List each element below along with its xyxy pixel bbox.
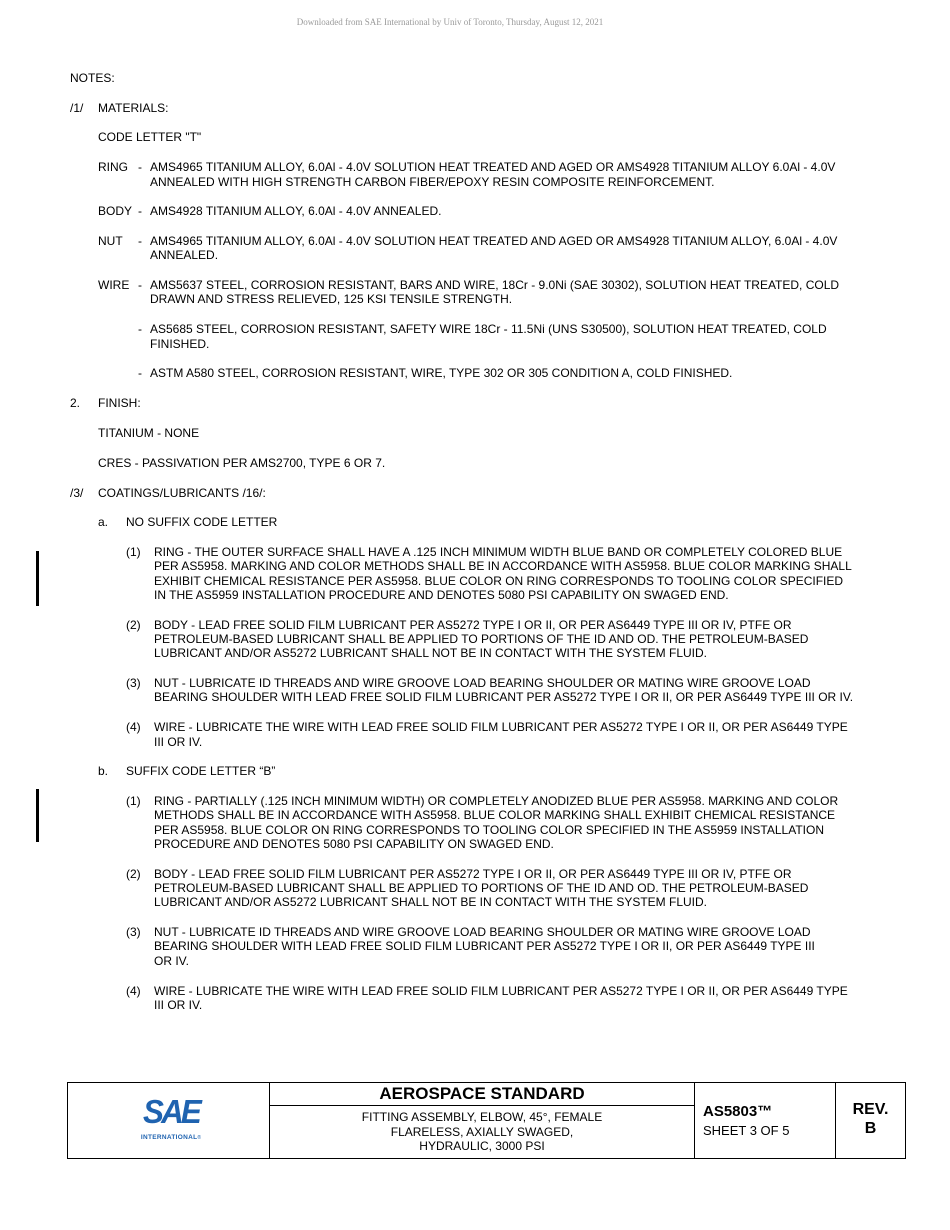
coatings-heading: COATINGS/LUBRICANTS /16/: — [98, 486, 266, 500]
sae-logo-wordmark: SAE — [143, 1093, 199, 1130]
ring-material-line-2: ANNEALED WITH HIGH STRENGTH CARBON FIBER/EPOXY RESIN COMPOSITE REINFORCEMENT. — [150, 175, 715, 189]
item-b1-line-1: RING - PARTIALLY (.125 INCH MINIMUM WIDTH) OR COMPLETELY ANODIZED BLUE PER AS5958. MARKING AND COLOR — [154, 794, 839, 808]
sae-logo-subtitle: INTERNATIONAL — [140, 1134, 198, 1141]
revision-cell — [835, 1083, 905, 1158]
item-a2-number: (2) — [126, 618, 141, 632]
item-a4-line-2: III OR IV. — [154, 735, 203, 749]
ring-label: RING — [98, 160, 128, 174]
revision-value: B — [864, 1120, 877, 1137]
item-a1-line-4: IN THE AS5959 INSTALLATION PROCEDURE AND DENOTES 5080 PSI CAPABILITY ON SWAGED END. — [154, 588, 729, 602]
wire-material-3-line-1: ASTM A580 STEEL, CORROSION RESISTANT, WIRE, TYPE 302 OR 305 CONDITION A, COLD FINISHED. — [150, 366, 733, 380]
document-description — [270, 1110, 694, 1154]
wire-dash-2: - — [138, 322, 142, 336]
revision-label: REV. — [852, 1101, 889, 1118]
item-b1-line-2: METHODS SHALL BE IN ACCORDANCE WITH AS5958. BLUE COLOR MARKING SHALL EXHIBIT CHEMICAL RESISTANCE — [154, 808, 836, 822]
item-a1-line-2: PER AS5958. MARKING AND COLOR METHODS SHALL BE IN ACCORDANCE WITH AS5958. BLUE COLOR MARKING SHALL — [154, 559, 852, 573]
item-b-heading: SUFFIX CODE LETTER “B” — [126, 764, 276, 778]
note-3-number: /3/ — [70, 486, 84, 500]
title-block — [67, 1082, 906, 1159]
registered-mark: ® — [197, 1135, 202, 1141]
description-line-1: FITTING ASSEMBLY, ELBOW, 45°, FEMALE — [361, 1110, 603, 1124]
finish-heading: FINISH: — [98, 396, 141, 410]
ring-material-line-1: AMS4965 TITANIUM ALLOY, 6.0Al - 4.0V SOLUTION HEAT TREATED AND AGED OR AMS4928 TITANIUM ALLOY 6.0Al - 4.0V — [150, 160, 836, 174]
body-material-line-1: AMS4928 TITANIUM ALLOY, 6.0Al - 4.0V ANNEALED. — [150, 204, 442, 218]
item-b3-line-3: OR IV. — [154, 954, 189, 968]
description-line-2: FLARELESS, AXIALLY SWAGED, — [390, 1124, 574, 1139]
sae-logo — [136, 1093, 206, 1141]
wire-material-2-line-2: FINISHED. — [150, 337, 210, 351]
item-b-label: b. — [98, 764, 109, 778]
notes-heading: NOTES: — [70, 71, 115, 85]
item-b4-number: (4) — [126, 984, 141, 998]
document-number: AS5803™ — [703, 1103, 773, 1120]
item-b3-number: (3) — [126, 925, 141, 939]
item-a2-line-3: LUBRICANT AND/OR AS5272 LUBRICANT SHALL NOT BE IN CONTACT WITH THE SYSTEM FLUID. — [154, 646, 708, 660]
item-a4-line-1: WIRE - LUBRICATE THE WIRE WITH LEAD FREE SOLID FILM LUBRICANT PER AS5272 TYPE I OR II, OR PER AS6449 TYPE — [154, 720, 848, 734]
wire-label: WIRE — [98, 278, 130, 292]
item-a3-number: (3) — [126, 676, 141, 690]
nut-material-line-2: ANNEALED. — [150, 248, 219, 262]
item-a-heading: NO SUFFIX CODE LETTER — [126, 515, 278, 529]
description-line-3: HYDRAULIC, 3000 PSI — [419, 1139, 545, 1153]
wire-dash-1: - — [138, 278, 142, 292]
document-type-title: AEROSPACE STANDARD — [270, 1083, 694, 1106]
code-letter-t: CODE LETTER "T" — [98, 130, 202, 144]
document-number-cell — [694, 1083, 835, 1158]
wire-material-2-line-1: AS5685 STEEL, CORROSION RESISTANT, SAFETY WIRE 18Cr - 11.5Ni (UNS S30500), SOLUTION HEAT TREATED, COLD — [150, 322, 827, 336]
item-b4-line-2: III OR IV. — [154, 998, 203, 1012]
revision-change-bar — [36, 551, 39, 606]
item-b2-line-2: PETROLEUM-BASED LUBRICANT SHALL BE APPLIED TO PORTIONS OF THE ID AND OD. THE PETROLEUM-BASED — [154, 881, 809, 895]
body-label: BODY — [98, 204, 133, 218]
item-a1-line-3: EXHIBIT CHEMICAL RESISTANCE PER AS5958. BLUE COLOR ON RING CORRESPONDS TO TOOLING COLOR SPECIFIED — [154, 574, 844, 588]
wire-dash-3: - — [138, 366, 142, 380]
item-b1-line-3: PER AS5958. BLUE COLOR ON RING CORRESPONDS TO TOOLING COLOR SPECIFIED IN THE AS5959 INSTALLATION — [154, 823, 824, 837]
revision-change-bar — [36, 789, 39, 842]
item-b3-line-2: BEARING SHOULDER WITH LEAD FREE SOLID FILM LUBRICANT PER AS5272 TYPE I OR II, OR PER AS6449 TYPE III — [154, 939, 815, 953]
item-b2-number: (2) — [126, 867, 141, 881]
download-watermark: Downloaded from SAE International by Univ of Toronto, Thursday, August 12, 2021 — [296, 17, 604, 27]
item-a1-number: (1) — [126, 545, 141, 559]
item-a3-line-2: BEARING SHOULDER WITH LEAD FREE SOLID FILM LUBRICANT PER AS5272 TYPE I OR II, OR PER AS6449 TYPE III OR IV. — [154, 690, 854, 704]
item-a3-line-1: NUT - LUBRICATE ID THREADS AND WIRE GROOVE LOAD BEARING SHOULDER OR MATING WIRE GROOVE LOAD — [154, 676, 811, 690]
item-a1-line-1: RING - THE OUTER SURFACE SHALL HAVE A .125 INCH MINIMUM WIDTH BLUE BAND OR COMPLETELY COLORED BLUE — [154, 545, 843, 559]
nut-label: NUT — [98, 234, 123, 248]
wire-material-1-line-1: AMS5637 STEEL, CORROSION RESISTANT, BARS AND WIRE, 18Cr - 9.0Ni (SAE 30302), SOLUTION HEAT TREATED, COLD — [150, 278, 840, 292]
item-a4-number: (4) — [126, 720, 141, 734]
sheet-number: SHEET 3 OF 5 — [703, 1123, 790, 1138]
item-a2-line-1: BODY - LEAD FREE SOLID FILM LUBRICANT PER AS5272 TYPE I OR II, OR PER AS6449 TYPE III OR IV, PTFE OR — [154, 618, 792, 632]
item-a2-line-2: PETROLEUM-BASED LUBRICANT SHALL BE APPLIED TO PORTIONS OF THE ID AND OD. THE PETROLEUM-BASED — [154, 632, 809, 646]
item-b2-line-3: LUBRICANT AND/OR AS5272 LUBRICANT SHALL NOT BE IN CONTACT WITH THE SYSTEM FLUID. — [154, 895, 708, 909]
note-1-number: /1/ — [70, 101, 84, 115]
finish-cres: CRES - PASSIVATION PER AMS2700, TYPE 6 OR 7. — [98, 456, 386, 470]
item-b4-line-1: WIRE - LUBRICATE THE WIRE WITH LEAD FREE SOLID FILM LUBRICANT PER AS5272 TYPE I OR II, OR PER AS6449 TYPE — [154, 984, 848, 998]
item-a-label: a. — [98, 515, 109, 529]
ring-dash: - — [138, 160, 142, 174]
item-b1-line-4: PROCEDURE AND DENOTES 5080 PSI CAPABILITY ON SWAGED END. — [154, 837, 554, 851]
nut-material-line-1: AMS4965 TITANIUM ALLOY, 6.0Al - 4.0V SOLUTION HEAT TREATED AND AGED OR AMS4928 TITANIUM ALLOY, 6.0Al - 4.0V — [150, 234, 838, 248]
item-b3-line-1: NUT - LUBRICATE ID THREADS AND WIRE GROOVE LOAD BEARING SHOULDER OR MATING WIRE GROOVE LOAD — [154, 925, 811, 939]
materials-heading: MATERIALS: — [98, 101, 169, 115]
nut-dash: - — [138, 234, 142, 248]
finish-titanium: TITANIUM - NONE — [98, 426, 200, 440]
item-b2-line-1: BODY - LEAD FREE SOLID FILM LUBRICANT PER AS5272 TYPE I OR II, OR PER AS6449 TYPE III OR IV, PTFE OR — [154, 867, 792, 881]
body-dash: - — [138, 204, 142, 218]
wire-material-1-line-2: DRAWN AND STRESS RELIEVED, 125 KSI TENSILE STRENGTH. — [150, 292, 513, 306]
item-b1-number: (1) — [126, 794, 141, 808]
title-cell — [269, 1083, 694, 1158]
note-2-number: 2. — [70, 396, 81, 410]
